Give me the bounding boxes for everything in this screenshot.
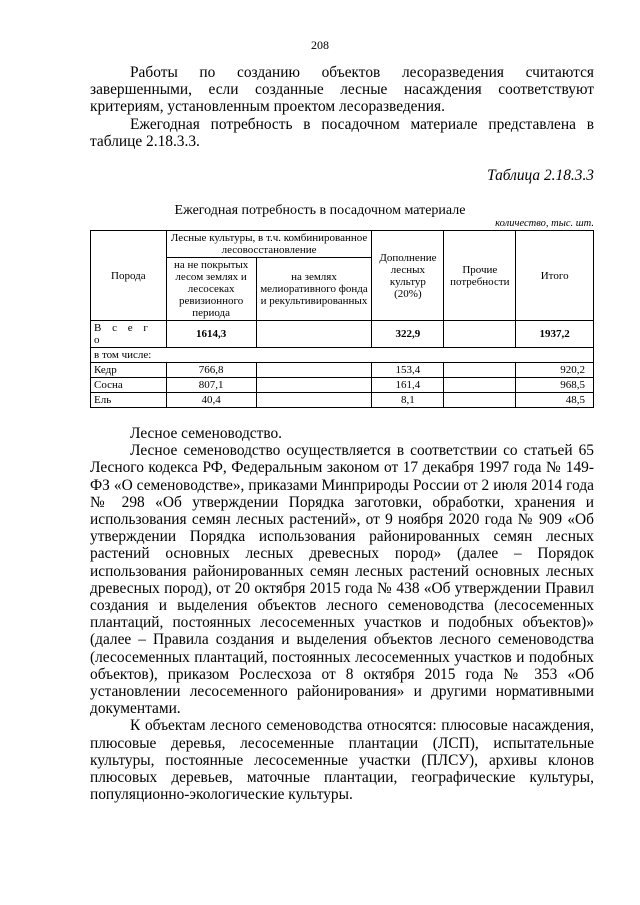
- seed-production-text: [90, 425, 594, 803]
- header-reclamation: на землях мелиоративного фонда и рекультивированных: [256, 258, 372, 321]
- header-other: Прочие потребности: [444, 231, 516, 321]
- row-reclamation: [256, 393, 372, 408]
- row-other: [444, 363, 516, 378]
- header-not-covered: на не покрытых лесом землях и лесосеках ревизионного периода: [166, 258, 256, 321]
- table-unit: количество, тыс. шт.: [495, 218, 594, 229]
- total-supplement: 322,9: [372, 321, 444, 348]
- row-not-covered: 40,4: [166, 393, 256, 408]
- table-row: [91, 393, 594, 408]
- paragraph-legal-basis: Лесное семеноводство осуществляется в соответствии со статьей 65 Лесного кодекса РФ, Федеральным законом от 17 декабря 1997 года № 149-ФЗ «О семеноводстве», приказами Минприроды России от 2 июля 2014 года № 298 «Об утверждении Порядка заготовки, обработки, хранения и использования семян лесных растений», от 9 ноября 2020 года № 909 «Об утверждении Порядка использования районированных семян лесных растений основных лесных древесных пород» (далее – Порядок использования районированных семян лесных растений основных лесных древесных пород), от 20 октября 2015 года № 438 «Об утверждении Правил создания и выделения объектов лесного семеноводства (лесосеменных плантаций, постоянных лесосеменных участков и подобных объектов)» (далее – Правила создания и выделения объектов лесного семеноводства (лесосеменных плантаций, постоянных лесосеменных участков и подобных объектов), приказом Рослесхоза от 8 октября 2015 года № 353 «Об установлении лесосеменного районирования» и другими нормативными документами.: [90, 442, 594, 718]
- row-other: [444, 378, 516, 393]
- row-total: 920,2: [516, 363, 594, 378]
- table-caption: Таблица 2.18.3.3: [487, 167, 594, 184]
- table-title: Ежегодная потребность в посадочном материале: [174, 203, 466, 218]
- page-number: 208: [311, 38, 329, 52]
- header-total: Итого: [516, 231, 594, 321]
- header-species: Порода: [91, 231, 167, 321]
- paragraph-lesorazvedenie: Работы по созданию объектов лесоразведения считаются завершенными, если созданные лесные насаждения соответствуют критериям, установленным проектом лесоразведения.: [90, 64, 594, 116]
- row-species: Ель: [91, 393, 167, 408]
- total-label: В с е г о: [91, 321, 167, 348]
- row-not-covered: 807,1: [166, 378, 256, 393]
- table-row: [91, 378, 594, 393]
- total-total: 1937,2: [516, 321, 594, 348]
- row-supplement: 161,4: [372, 378, 444, 393]
- row-supplement: 8,1: [372, 393, 444, 408]
- header-supplement: Дополнение лесных культур (20%): [372, 231, 444, 321]
- row-other: [444, 393, 516, 408]
- total-not-covered: 1614,3: [166, 321, 256, 348]
- row-total: 48,5: [516, 393, 594, 408]
- row-not-covered: 766,8: [166, 363, 256, 378]
- including-label: в том числе:: [91, 348, 594, 363]
- intro-text: [90, 64, 594, 150]
- table-row: [91, 363, 594, 378]
- paragraph-section-heading: Лесное семеноводство.: [130, 425, 283, 442]
- paragraph-table-reference: Ежегодная потребность в посадочном материале представлена в таблице 2.18.3.3.: [90, 115, 594, 150]
- row-reclamation: [256, 378, 372, 393]
- paragraph-seed-objects: К объектам лесного семеноводства относятся: плюсовые насаждения, плюсовые деревья, лесосеменные плантации (ЛСП), испытательные культуры, постоянные лесосеменные участки (ПЛСУ), архивы клонов плюсовых деревьев, маточные плантации, географические культуры, популяционно-экологические культуры.: [90, 717, 594, 804]
- table-header-row: [91, 231, 594, 258]
- row-species: Сосна: [91, 378, 167, 393]
- table-including-row: [91, 348, 594, 363]
- row-supplement: 153,4: [372, 363, 444, 378]
- total-other: [444, 321, 516, 348]
- total-reclamation: [256, 321, 372, 348]
- table-total-row: [91, 321, 594, 348]
- row-total: 968,5: [516, 378, 594, 393]
- row-reclamation: [256, 363, 372, 378]
- header-forest-crops: Лесные культуры, в т.ч. комбинированное лесовосстановление: [166, 231, 372, 258]
- row-species: Кедр: [91, 363, 167, 378]
- seedling-demand-table: [90, 230, 594, 408]
